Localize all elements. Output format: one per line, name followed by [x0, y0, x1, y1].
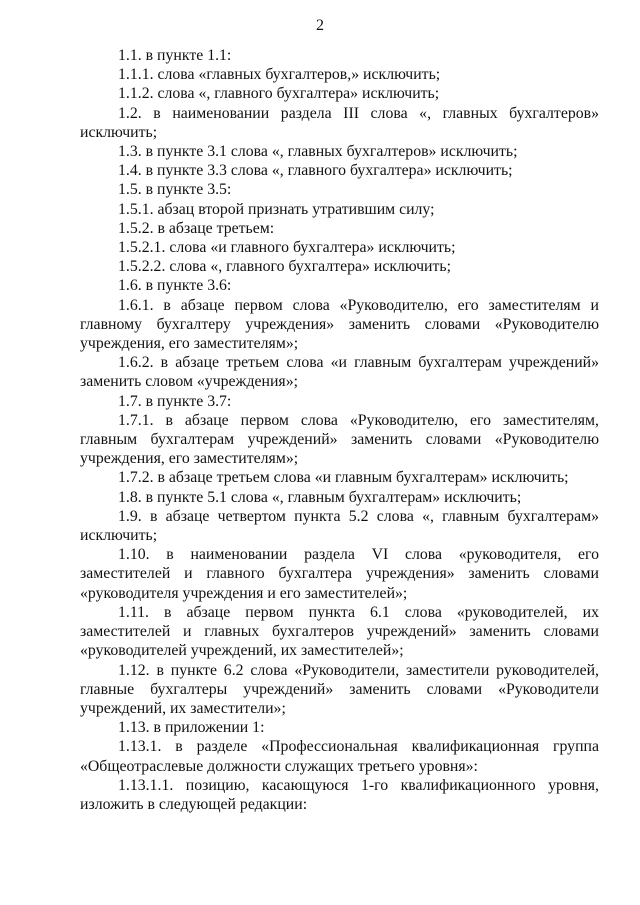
- paragraph-1-1-1: 1.1.1. слова «главных бухгалтеров,» исключить;: [118, 66, 441, 84]
- paragraph-1-6-1: 1.6.1. в абзаце первом слова «Руководителю, его заместителям и главному бухгалтеру учреждения» заменить словами «Руководителю учреждения, его заместителям»;: [80, 296, 599, 353]
- paragraph-1-5-2: 1.5.2. в абзаце третьем:: [118, 219, 275, 237]
- paragraph-1-5-2-2: 1.5.2.2. слова «, главного бухгалтера» исключить;: [118, 258, 451, 276]
- paragraph-1-12: 1.12. в пункте 6.2 слова «Руководители, заместители руководителей, главные бухгалтеры учреждений» заменить словами «Руководители учреждений, их заместители»;: [80, 661, 599, 717]
- paragraph-1-1: 1.1. в пункте 1.1:: [118, 47, 232, 64]
- paragraph-1-6-2: 1.6.2. в абзаце третьем слова «и главным бухгалтерам учреждений» заменить словом «учреждения»;: [80, 354, 599, 391]
- paragraph-1-5-2-1: 1.5.2.1. слова «и главного бухгалтера» исключить;: [118, 239, 456, 257]
- paragraph-1-13-1: 1.13.1. в разделе «Профессиональная квалификационная группа «Общеотраслевые должности служащих третьего уровня»:: [80, 738, 599, 775]
- paragraph-1-13: 1.13. в приложении 1:: [118, 719, 265, 737]
- document-body: [80, 46, 599, 814]
- paragraph-1-7-2: 1.7.2. в абзаце третьем слова «и главным бухгалтерам» исключить;: [118, 469, 569, 487]
- paragraph-1-8: 1.8. в пункте 5.1 слова «, главным бухгалтерам» исключить;: [118, 488, 522, 506]
- paragraph-1-5-1: 1.5.1. абзац второй признать утратившим силу;: [118, 200, 435, 218]
- paragraph-1-5: 1.5. в пункте 3.5:: [118, 181, 232, 199]
- paragraph-1-4: 1.4. в пункте 3.3 слова «, главного бухгалтера» исключить;: [118, 162, 513, 180]
- paragraph-1-2: 1.2. в наименовании раздела III слова «, главных бухгалтеров» исключить;: [80, 104, 599, 141]
- paragraph-1-10: 1.10. в наименовании раздела VI слова «руководителя, его заместителей и главного бухгалтера учреждения» заменить словами «руководителя учреждения и его заместителей»;: [80, 546, 599, 602]
- paragraph-1-3: 1.3. в пункте 3.1 слова «, главных бухгалтеров» исключить;: [118, 143, 518, 161]
- paragraph-1-6: 1.6. в пункте 3.6:: [118, 277, 232, 295]
- paragraph-1-7-1: 1.7.1. в абзаце первом слова «Руководителю, его заместителям, главным бухгалтерам учреждений» заменить словами «Руководителю учреждения, его заместителям»;: [80, 411, 599, 468]
- paragraph-1-13-1-1: 1.13.1.1. позицию, касающуюся 1-го квалификационного уровня, изложить в следующей редакции:: [80, 776, 599, 813]
- paragraph-1-1-2: 1.1.2. слова «, главного бухгалтера» исключить;: [118, 85, 440, 103]
- paragraph-1-7: 1.7. в пункте 3.7:: [118, 392, 232, 410]
- page-number: 2: [316, 17, 324, 34]
- paragraph-1-9: 1.9. в абзаце четвертом пункта 5.2 слова «, главным бухгалтерам» исключить;: [80, 507, 599, 545]
- paragraph-1-11: 1.11. в абзаце первом пункта 6.1 слова «руководителей, их заместителей и главных бухгалтеров учреждений» заменить словами «руководителей учреждений, их заместителей»;: [80, 603, 599, 660]
